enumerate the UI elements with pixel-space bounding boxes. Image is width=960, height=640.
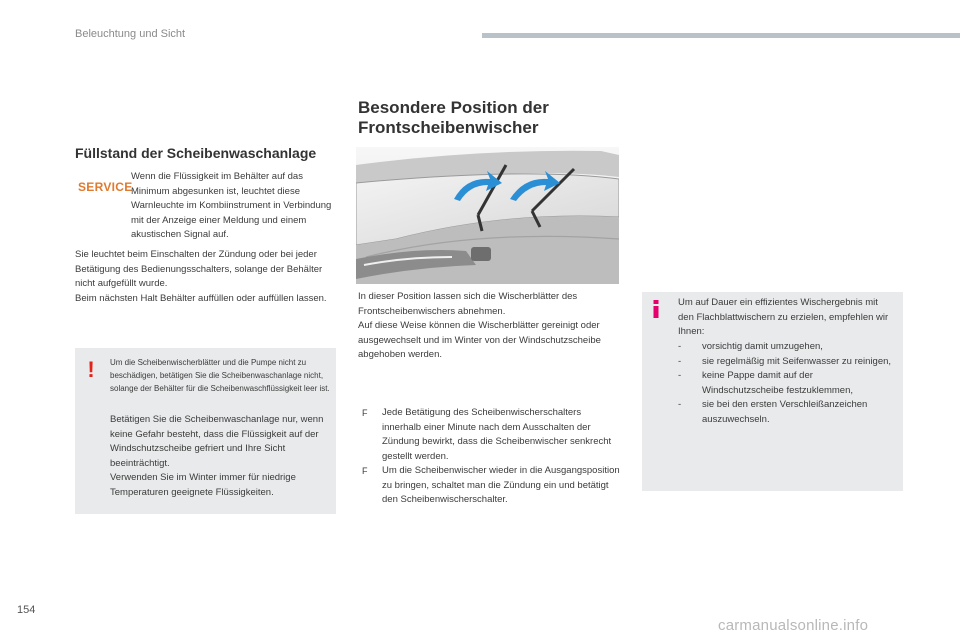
header-bar [482,33,960,38]
info-item-text: sie bei den ersten Verschleißanzeichen auszuwechseln. [702,399,868,425]
wiper-text-1: In dieser Position lassen sich die Wischerblätter des Frontscheibenwischers abnehmen. [358,291,578,317]
bullet-arrow-icon: F [362,408,368,418]
dash-marker: - [678,370,682,381]
page-number: 154 [17,604,36,616]
fill-lit-text-2: Beim nächsten Halt Behälter auffüllen oder auffüllen lassen. [75,292,327,304]
fill-lit-text-1: Sie leuchtet beim Einschalten der Zündung oder bei jeder Betätigung des Bedienungsschalters, solange der Behälter nicht aufgefüllt wurde. [75,249,323,289]
list-item [678,398,896,427]
dash-marker: - [678,341,682,352]
list-item [678,340,896,355]
service-warning-icon: SERVICE [78,180,133,194]
wiper-text-2: Auf diese Weise können die Wischerblätter gereinigt oder ausgewechselt und im Winter von der Windschutzscheibe abgehoben werden. [358,320,601,360]
bullet-text: Jede Betätigung des Scheibenwischerschalters innerhalb einer Minute nach dem Ausschalten der Zündung bewirkt, dass die Scheibenwischer senkrecht gestellt werden. [382,407,612,462]
fill-lit-text [75,248,335,306]
info-list [678,340,896,427]
list-item [360,406,622,464]
car-windshield-illustration [356,147,619,284]
warning-small-text: Um die Scheibenwischerblätter und die Pumpe nicht zu beschädigen, betätigen Sie die Scheibenwaschanlage nicht, solange der Behälter für die Scheibenwaschflüssigkeit leer ist. [110,358,330,393]
info-item-text: sie regelmäßig mit Seifenwasser zu reinigen, [702,355,892,367]
list-item [360,464,622,508]
bullet-text: Um die Scheibenwischer wieder in die Ausgangsposition zu bringen, schaltet man die Zündung ein und betätigt den Scheibenwischerschalter. [382,465,620,505]
watermark-link[interactable]: carmanualsonline.info [718,617,869,634]
list-item [678,369,896,398]
wiper-heading-line2: Frontscheibenwischer [358,118,539,137]
exclamation-icon: ! [87,357,95,382]
fill-warning-text: Wenn die Flüssigkeit im Behälter auf das Minimum abgesunken ist, leuchtet diese Warnleuchte im Kombiinstrument in Verbindung mit der Anzeige einer Meldung und einem akustischen Signal auf. [131,171,332,240]
info-intro: Um auf Dauer ein effizientes Wischergebnis mit den Flachblattwischern zu erzielen, empfehlen wir Ihnen: [678,297,889,337]
dash-marker: - [678,355,682,367]
fill-level-heading: Füllstand der Scheibenwaschanlage [75,145,317,161]
dash-marker: - [678,399,682,410]
info-item-text: keine Pappe damit auf der Windschutzscheibe festzuklemmen, [702,370,854,396]
bullet-arrow-icon: F [362,466,368,476]
list-item [678,355,896,370]
header-title: Beleuchtung und Sicht [75,28,186,40]
wiper-bullet-list [360,406,622,508]
info-icon [649,300,663,318]
wiper-heading-line1: Besondere Position der [358,98,549,117]
warning-text [110,413,332,500]
info-item-text: vorsichtig damit umzugehen, [702,341,823,352]
warning-text-2: Verwenden Sie im Winter immer für niedrige Temperaturen geeignete Flüssigkeiten. [110,472,296,498]
warning-text-1: Betätigen Sie die Scheibenwaschanlage nur, wenn keine Gefahr besteht, dass die Flüssigkeit auf der Windschutzscheibe gefriert und Ihre Sicht beeinträchtigt. [110,414,324,469]
wiper-position-text [358,290,620,363]
wiper-position-heading [358,98,618,138]
